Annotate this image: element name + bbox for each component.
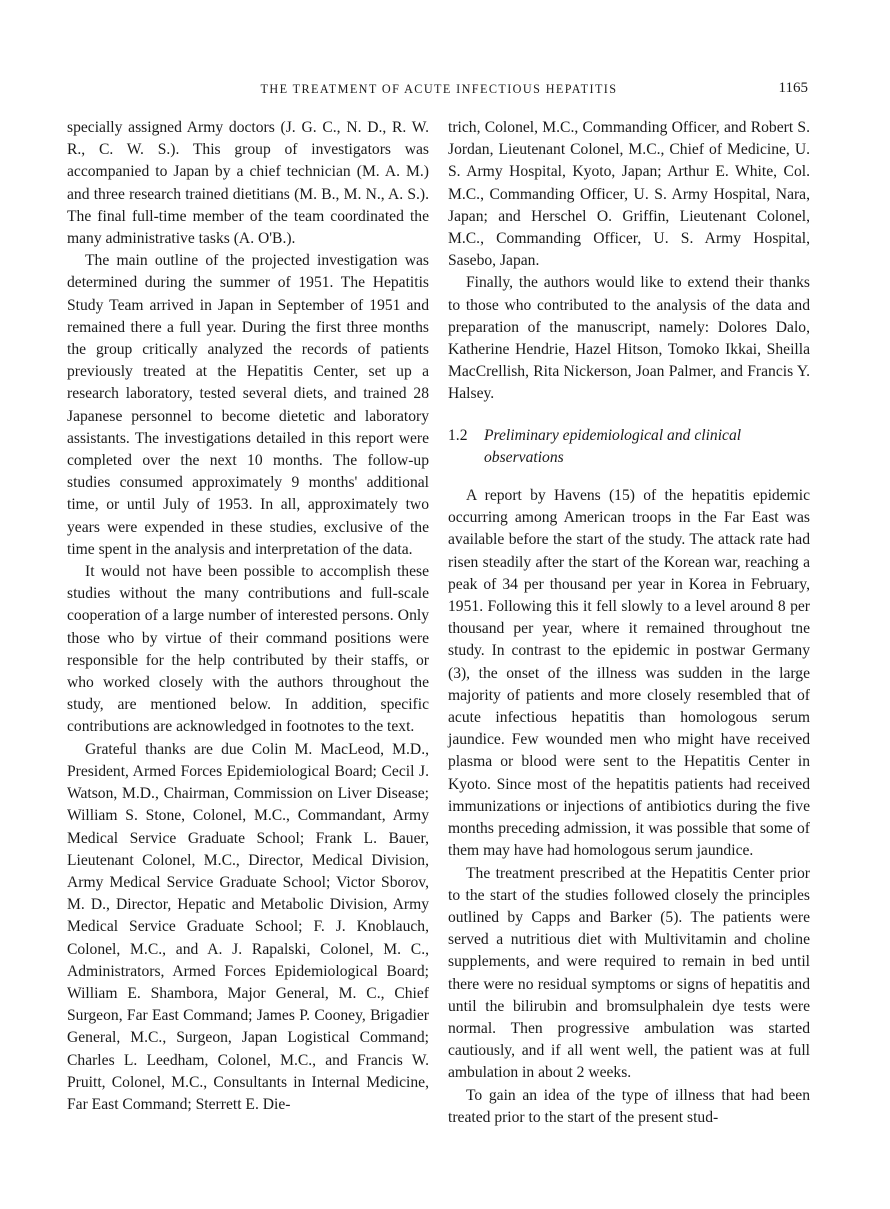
running-title: THE TREATMENT OF ACUTE INFECTIOUS HEPATITIS	[260, 82, 618, 96]
left-column	[67, 117, 429, 1116]
page-header	[70, 80, 808, 102]
paragraph: Finally, the authors would like to extend their thanks to those who contributed to the analysis of the data and preparation of the manuscript, namely: Dolores Dalo, Katherine Hendrie, Hazel Hitson, Tomoko Ikkai, Sheilla MacCrellish, Rita Nickerson, Joan Palmer, and Francis Y. Halsey.	[448, 274, 810, 403]
page-number: 1165	[778, 80, 808, 96]
paragraph: The main outline of the projected investigation was determined during the summer of 1951. The Hepatitis Study Team arrived in Japan in September of 1951 and remained there a full year. During the first three months the group critically analyzed the records of patients previously treated at the Hepatitis Center, set up a research laboratory, tested several diets, and trained 28 Japanese personnel to become dietetic and laboratory assistants. The investigations detailed in this report were completed over the next 10 months. The follow-up studies consumed approximately 9 months' additional time, or until July of 1953. In all, approximately two years were expended in these studies, exclusive of the time spent in the analysis and interpretation of the data.	[67, 252, 429, 558]
section-number: 1.2	[448, 426, 468, 444]
paragraph: The treatment prescribed at the Hepatitis Center prior to the start of the studies followed closely the principles outlined by Capps and Barker (5). The patients were served a nutritious diet with Multivitamin and choline supplements, and were required to remain in bed until there were no residual symptoms or signs of hepatitis and until the bilirubin and bromsulphalein dye tests were normal. Then progressive ambulation was started cautiously, and if all went well, the patient was at full ambulation in about 2 weeks.	[448, 864, 810, 1082]
right-column	[448, 117, 810, 1129]
paragraph: trich, Colonel, M.C., Commanding Officer, and Robert S. Jordan, Lieutenant Colonel, M.C., Chief of Medicine, U. S. Army Hospital, Kyoto, Japan; Arthur E. White, Col. M.C., Commanding Officer, U. S. Army Hospital, Nara, Japan; and Herschel O. Griffin, Lieutenant Colonel, M.C., Commanding Officer, U. S. Army Hospital, Sasebo, Japan.	[448, 119, 810, 270]
section-title: Preliminary epidemiological and clinical observations	[484, 426, 742, 466]
section-heading	[448, 425, 810, 469]
paragraph: specially assigned Army doctors (J. G. C., N. D., R. W. R., C. W. S.). This group of investigators was accompanied to Japan by a chief technician (M. A. M.) and three research trained dietitians (M. B., M. N., A. S.). The final full-time member of the team coordinated the many administrative tasks (A. O'B.).	[67, 119, 429, 248]
paragraph: To gain an idea of the type of illness that had been treated prior to the start of the present stud-	[448, 1086, 810, 1126]
paragraph: A report by Havens (15) of the hepatitis epidemic occurring among American troops in the Far East was available before the start of the study. The attack rate had risen steadily after the start of the Korean war, reaching a peak of 34 per thousand per year in Korea in February, 1951. Following this it fell slowly to a level around 8 per thousand per year, where it remained throughout tne study. In contrast to the epidemic in postwar Germany (3), the onset of the illness was sudden in the large majority of patients and more closely resembled that of acute infectious hepatitis than homologous serum jaundice. Few wounded men who might have received plasma or blood were sent to the Hepatitis Center in Kyoto. Since most of the hepatitis patients had received immunizations or injections of antibiotics during the five months preceding admission, it was possible that some of them may have had homologous serum jaundice.	[448, 487, 810, 860]
paragraph: It would not have been possible to accomplish these studies without the many contributions and full-scale cooperation of a large number of interested persons. Only those who by virtue of their command positions were responsible for the help contributed by their staffs, or who worked closely with the authors throughout the study, are mentioned below. In addition, specific contributions are acknowledged in footnotes to the text.	[67, 563, 429, 736]
paragraph: Grateful thanks are due Colin M. MacLeod, M.D., President, Armed Forces Epidemiological Board; Cecil J. Watson, M.D., Chairman, Commission on Liver Disease; William S. Stone, Colonel, M.C., Commandant, Army Medical Service Graduate School; Frank L. Bauer, Lieutenant Colonel, M.C., Director, Medical Division, Army Medical Service Graduate School; Victor Sborov, M. D., Director, Hepatic and Metabolic Division, Army Medical Service Graduate School; F. J. Knoblauch, Colonel, M.C., and A. J. Rapalski, Colonel, M. C., Administrators, Armed Forces Epidemiological Board; William E. Shambora, Major General, M. C., Chief Surgeon, Far East Command; James P. Cooney, Brigadier General, M.C., Surgeon, Japan Logistical Command; Charles L. Leedham, Colonel, M.C., and Francis W. Pruitt, Colonel, M.C., Consultants in Internal Medicine, Far East Command; Sterrett E. Die-	[67, 740, 429, 1113]
